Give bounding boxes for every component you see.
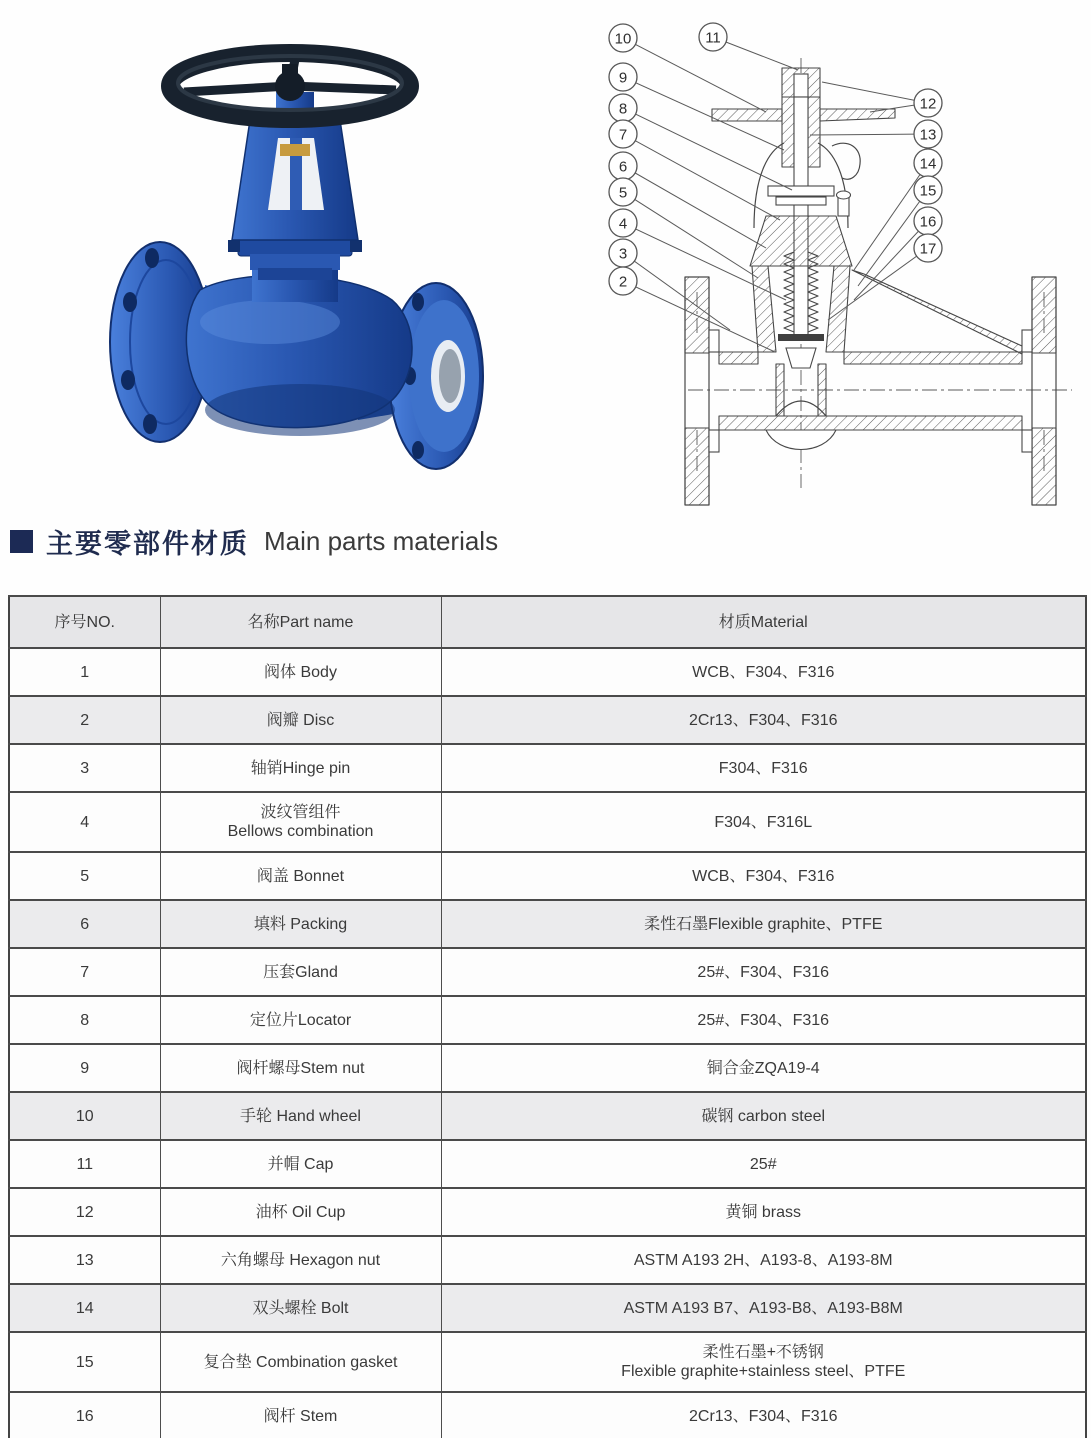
- cell-material: ASTM A193 B7、A193-B8、A193-B8M: [441, 1284, 1086, 1332]
- cell-part-name: 填料 Packing: [160, 900, 441, 948]
- header-part-name: 名称Part name: [160, 596, 441, 648]
- valve-photo: [100, 40, 520, 490]
- handwheel: [170, 53, 410, 119]
- cell-part-name: 压套Gland: [160, 948, 441, 996]
- cell-part-name: 并帽 Cap: [160, 1140, 441, 1188]
- cell-material: 25#: [441, 1140, 1086, 1188]
- cell-no: 7: [9, 948, 160, 996]
- cell-material: WCB、F304、F316: [441, 648, 1086, 696]
- cell-part-name: 波纹管组件 Bellows combination: [160, 792, 441, 852]
- table-row: [9, 996, 1086, 1044]
- cell-part-name: 轴销Hinge pin: [160, 744, 441, 792]
- table-row: [9, 1284, 1086, 1332]
- cell-part-name: 阀杆螺母Stem nut: [160, 1044, 441, 1092]
- header-no: 序号NO.: [9, 596, 160, 648]
- table-row: [9, 1236, 1086, 1284]
- cell-no: 1: [9, 648, 160, 696]
- table-row: [9, 792, 1086, 852]
- diagram-callout-label: 6: [618, 158, 628, 176]
- table-row: [9, 1188, 1086, 1236]
- handwheel-bar-left: [712, 109, 782, 121]
- cell-material: F304、F316: [441, 744, 1086, 792]
- cell-part-name: 阀盖 Bonnet: [160, 852, 441, 900]
- section-title: [10, 522, 498, 561]
- disc: [786, 348, 816, 368]
- cell-no: 11: [9, 1140, 160, 1188]
- bonnet-section: [750, 216, 852, 266]
- yoke: [232, 120, 358, 240]
- cell-part-name: 油杯 Oil Cup: [160, 1188, 441, 1236]
- cell-material: 柔性石墨Flexible graphite、PTFE: [441, 900, 1086, 948]
- section-title-cn: 主要零部件材质: [46, 529, 249, 559]
- cell-part-name: 阀杆 Stem: [160, 1392, 441, 1438]
- diagram-callout-label: 4: [618, 215, 628, 233]
- materials-table: [8, 595, 1087, 1438]
- table-row: [9, 648, 1086, 696]
- diagram-callout-label: 8: [618, 100, 628, 118]
- cell-part-name: 定位片Locator: [160, 996, 441, 1044]
- diagram-callout-label: 13: [919, 126, 937, 144]
- cell-no: 12: [9, 1188, 160, 1236]
- table-row: [9, 852, 1086, 900]
- handwheel-bar-right: [820, 109, 895, 121]
- table-row: [9, 1332, 1086, 1392]
- cell-no: 15: [9, 1332, 160, 1392]
- cell-material: 2Cr13、F304、F316: [441, 696, 1086, 744]
- diagram-callout-label: 9: [618, 69, 628, 87]
- cell-no: 8: [9, 996, 160, 1044]
- cell-material: 碳钢 carbon steel: [441, 1092, 1086, 1140]
- gasket: [778, 334, 824, 341]
- cell-no: 9: [9, 1044, 160, 1092]
- cell-no: 13: [9, 1236, 160, 1284]
- cell-material: 黄铜 brass: [441, 1188, 1086, 1236]
- table-row: [9, 900, 1086, 948]
- cell-no: 14: [9, 1284, 160, 1332]
- diagram-linework: [685, 58, 1072, 505]
- cell-no: 16: [9, 1392, 160, 1438]
- cell-no: 4: [9, 792, 160, 852]
- cell-part-name: 手轮 Hand wheel: [160, 1092, 441, 1140]
- table-row: [9, 948, 1086, 996]
- bonnet-stack: [228, 236, 362, 280]
- diagram-callout-label: 16: [919, 213, 937, 231]
- diagram-callout-label: 17: [919, 240, 937, 258]
- section-title-en: Main parts materials: [264, 526, 499, 556]
- table-row: [9, 1044, 1086, 1092]
- table-row: [9, 696, 1086, 744]
- table-row: [9, 744, 1086, 792]
- valve-diagram: [570, 0, 1091, 520]
- cell-material: 柔性石墨+不锈钢 Flexible graphite+stainless steel、PTFE: [441, 1332, 1086, 1392]
- diagram-callout-label: 7: [618, 126, 628, 144]
- diagram-callout-label: 15: [919, 182, 937, 200]
- cell-part-name: 双头螺栓 Bolt: [160, 1284, 441, 1332]
- cell-part-name: 六角螺母 Hexagon nut: [160, 1236, 441, 1284]
- cell-no: 6: [9, 900, 160, 948]
- cell-material: 铜合金ZQA19-4: [441, 1044, 1086, 1092]
- cell-part-name: 阀体 Body: [160, 648, 441, 696]
- cell-material: 2Cr13、F304、F316: [441, 1392, 1086, 1438]
- diagram-callout-label: 10: [614, 30, 632, 48]
- diagram-callout-label: 2: [618, 273, 628, 291]
- diagram-callout-label: 3: [618, 245, 628, 263]
- table-header-row: [9, 596, 1086, 648]
- cell-material: 25#、F304、F316: [441, 948, 1086, 996]
- section-marker-icon: [10, 530, 33, 553]
- cell-no: 3: [9, 744, 160, 792]
- table-row: [9, 1140, 1086, 1188]
- cell-part-name: 复合垫 Combination gasket: [160, 1332, 441, 1392]
- diagram-callout-label: 11: [705, 29, 721, 47]
- body-bottom-dome: [766, 430, 836, 450]
- table-row: [9, 1092, 1086, 1140]
- diagram-callout-label: 14: [919, 155, 937, 173]
- table-row: [9, 1392, 1086, 1438]
- cell-part-name: 阀瓣 Disc: [160, 696, 441, 744]
- diagram-callout-label: 12: [919, 95, 937, 113]
- table-body: [9, 648, 1086, 1438]
- diagram-callout-label: 5: [618, 184, 628, 202]
- cell-material: WCB、F304、F316: [441, 852, 1086, 900]
- cell-material: F304、F316L: [441, 792, 1086, 852]
- cell-no: 10: [9, 1092, 160, 1140]
- cell-material: 25#、F304、F316: [441, 996, 1086, 1044]
- cell-no: 5: [9, 852, 160, 900]
- cell-material: ASTM A193 2H、A193-8、A193-8M: [441, 1236, 1086, 1284]
- header-material: 材质Material: [441, 596, 1086, 648]
- cell-no: 2: [9, 696, 160, 744]
